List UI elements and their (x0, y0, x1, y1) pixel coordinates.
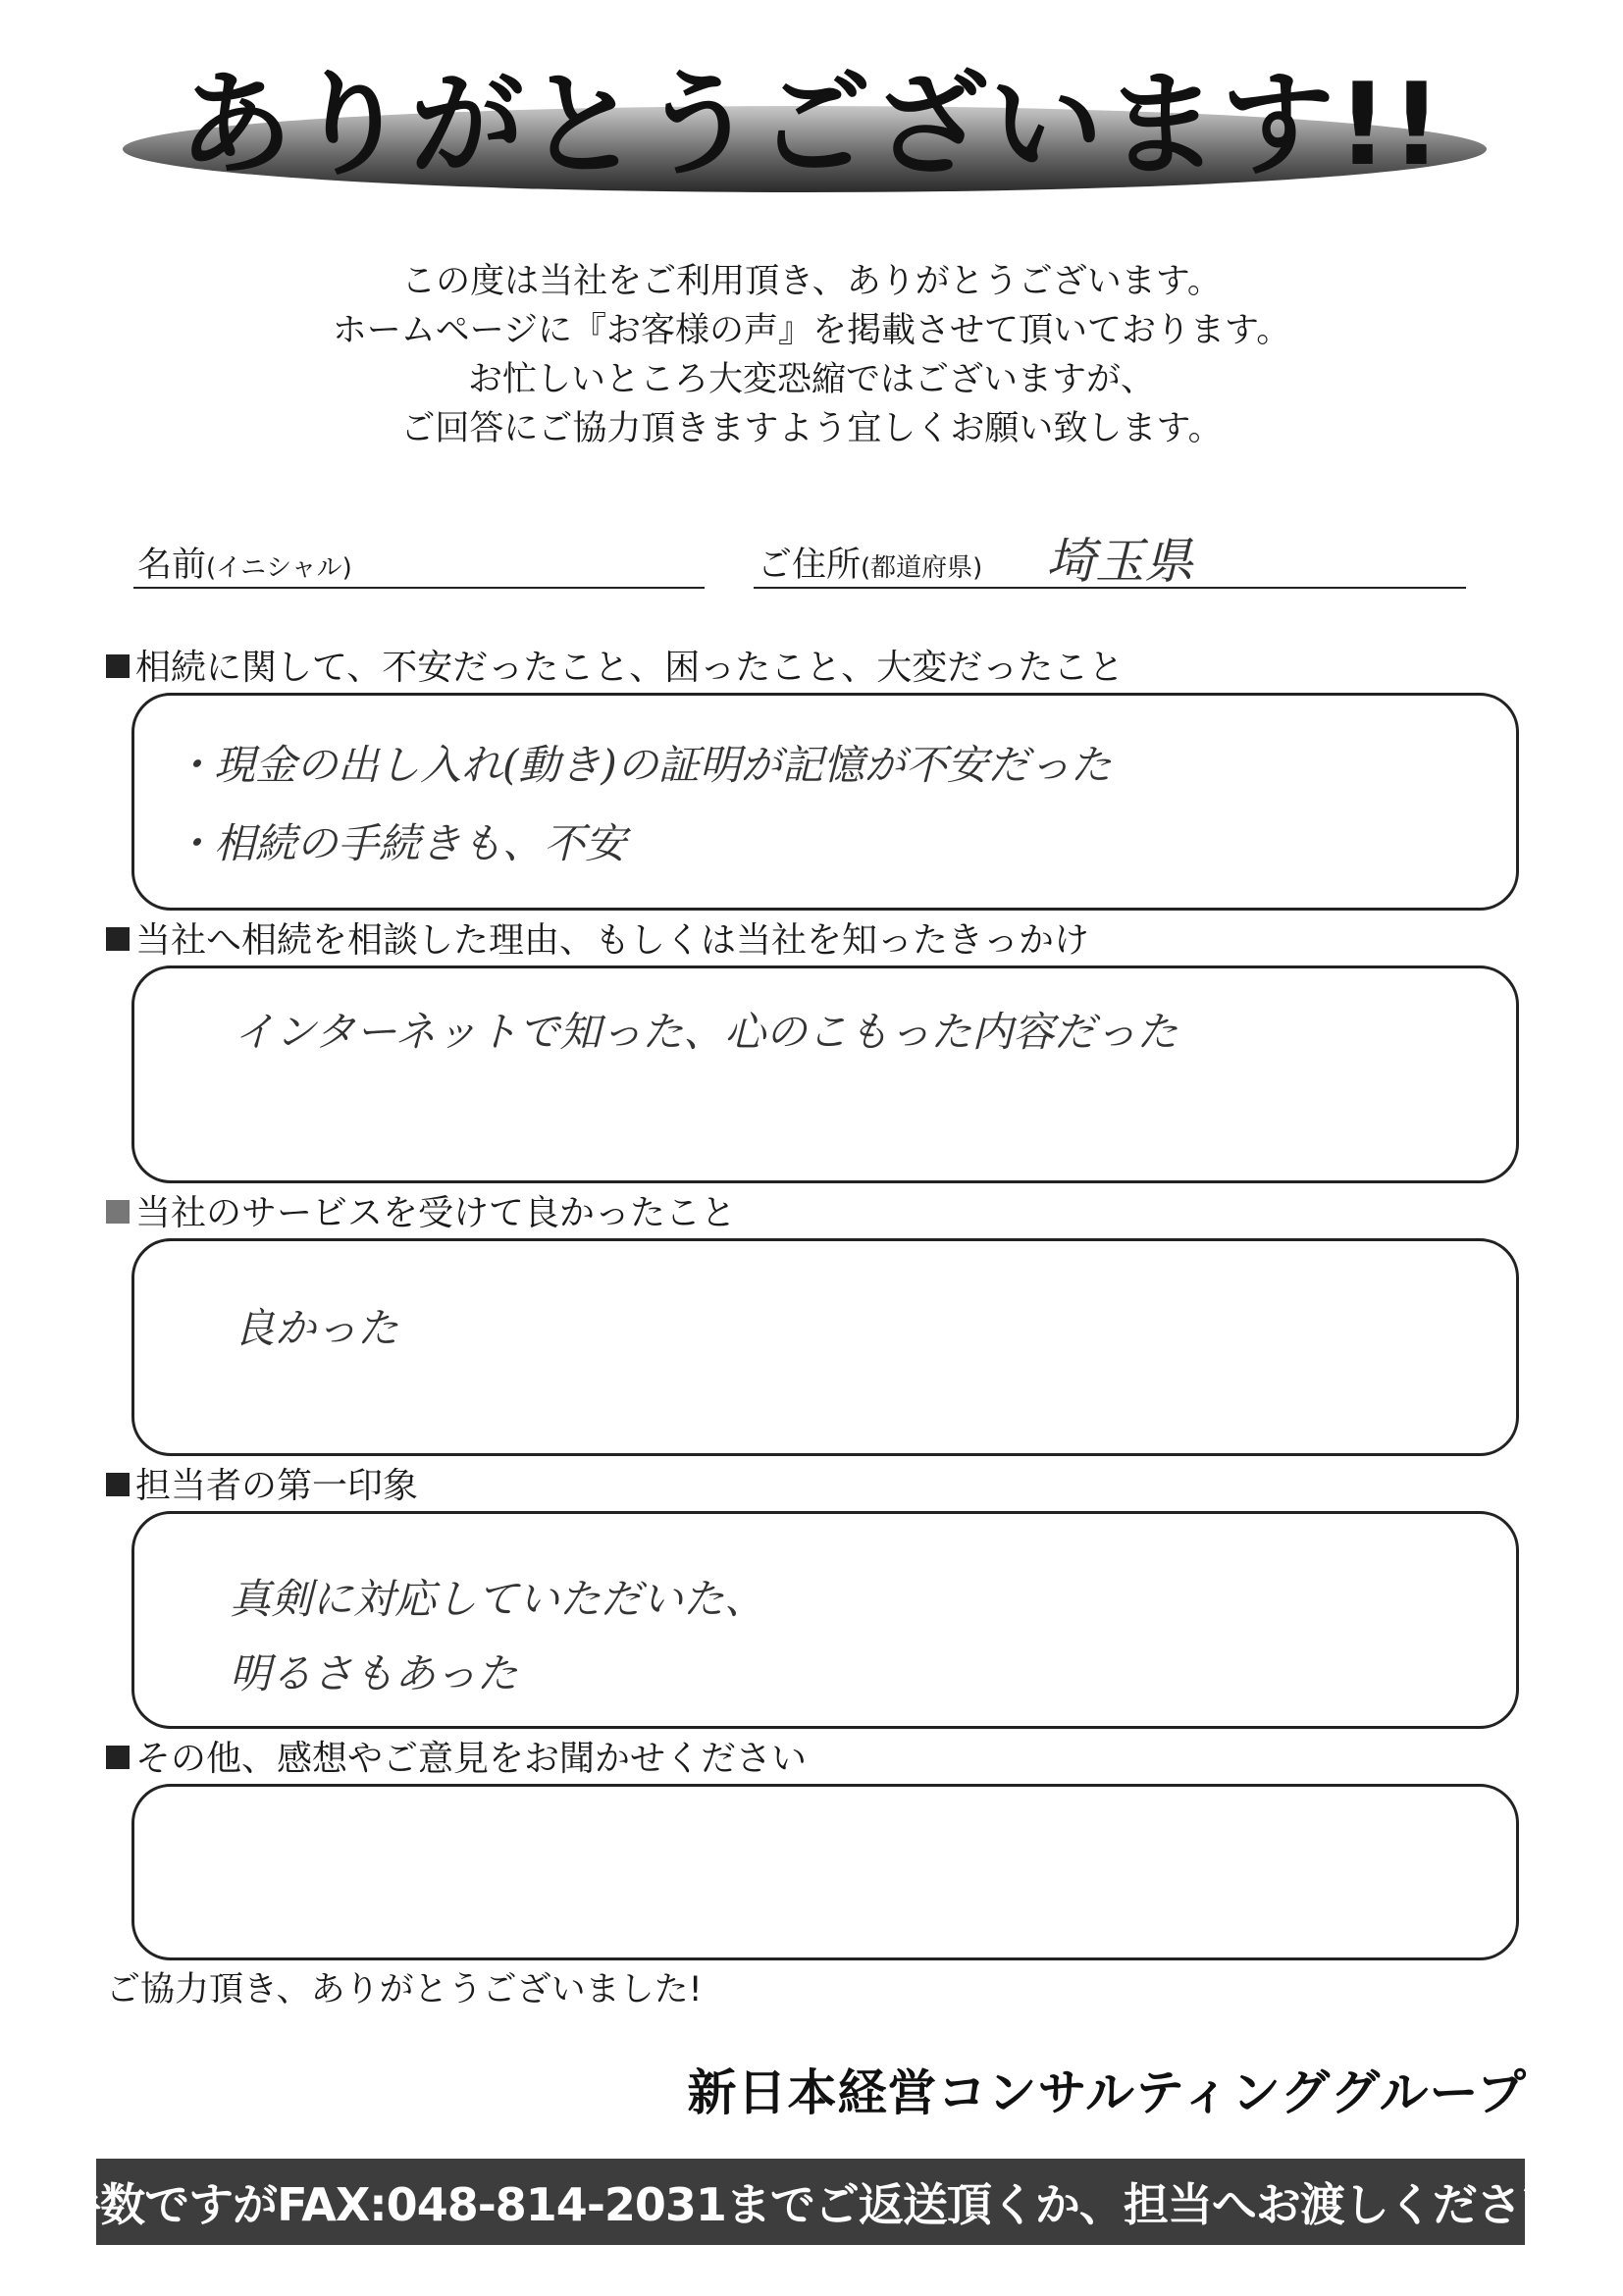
section-heading-good-points (106, 1185, 736, 1235)
address-label-text: ご住所 (758, 546, 862, 585)
address-value[interactable]: 埼玉県 (1046, 533, 1193, 590)
answer-box-concerns[interactable] (131, 693, 1519, 911)
square-bullet-icon (106, 927, 130, 951)
intro-line: お忙しいところ大変恐縮ではございますが、 (467, 360, 1155, 399)
address-label (758, 538, 982, 587)
section-heading-concerns (106, 640, 1124, 690)
section-heading-text: 当社のサービスを受けて良かったこと (135, 1193, 737, 1233)
answer-box-other-comments[interactable] (131, 1784, 1519, 1960)
section-heading-reason (106, 913, 1089, 963)
answer-line: 良かった (234, 1304, 399, 1352)
answer-line: ・現金の出し入れ(動き)の証明が記憶が不安だった (173, 741, 1112, 789)
square-bullet-icon (106, 1200, 130, 1224)
intro-line: ご回答にご協力頂きますよう宜しくお願い致します。 (400, 409, 1223, 448)
square-bullet-icon (106, 654, 130, 678)
name-note: (イニシャル) (206, 553, 352, 583)
section-heading-first-impression (106, 1458, 418, 1508)
fax-banner-text: お手数ですがFAX:048-814-2031までご返送頂くか、担当へお渡しください。 (12, 2178, 1609, 2231)
section-heading-text: 当社へ相続を相談した理由、もしくは当社を知ったきっかけ (135, 920, 1090, 961)
page-title: ありがとうございます!! (179, 59, 1444, 191)
square-bullet-icon (106, 1473, 130, 1496)
section-heading-text: 相続に関して、不安だったこと、困ったこと、大変だったこと (135, 648, 1125, 688)
address-underline (754, 587, 1466, 589)
intro-text (0, 257, 1623, 453)
intro-line: この度は当社をご利用頂き、ありがとうございます。 (401, 262, 1222, 301)
title-banner (0, 39, 1623, 206)
closing-message: ご協力頂き、ありがとうございました! (106, 1970, 703, 2009)
answer-line: ・相続の手続きも、不安 (173, 819, 627, 867)
name-label (137, 538, 352, 587)
answer-line: 明るさもあった (230, 1649, 518, 1697)
fax-banner (12, 2159, 1609, 2245)
answer-line: インターネットで知った、心のこもった内容だった (234, 1008, 1178, 1056)
section-heading-text: 担当者の第一印象 (135, 1466, 419, 1506)
intro-line: ホームページに『お客様の声』を掲載させて頂いております。 (332, 311, 1291, 350)
name-underline (133, 587, 705, 589)
section-heading-other-comments (106, 1731, 807, 1781)
name-label-text: 名前 (137, 546, 207, 585)
address-note: (都道府県) (861, 553, 983, 583)
answer-line: 真剣に対応していただいた、 (230, 1575, 766, 1623)
section-heading-text: その他、感想やご意見をお聞かせください (135, 1739, 808, 1779)
square-bullet-icon (106, 1746, 130, 1769)
company-name: 新日本経営コンサルティンググループ (687, 2063, 1527, 2121)
